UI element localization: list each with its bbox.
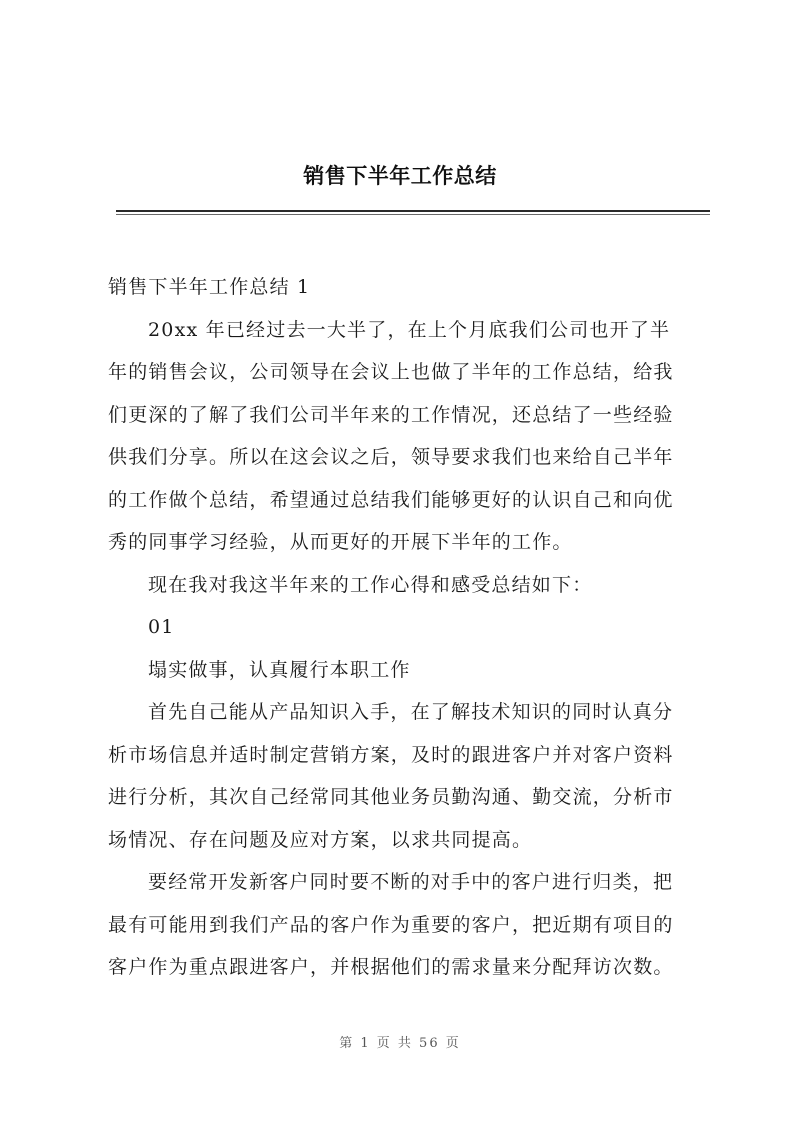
body-line: 最有可能用到我们产品的客户作为重要的客户，把近期有项目的 [108, 913, 674, 936]
document-body [108, 266, 712, 989]
body-line: 销售下半年工作总结 1 [108, 276, 311, 298]
body-line: 现在我对我这半年来的工作心得和感受总结如下： [148, 573, 593, 596]
body-line: 客户作为重点跟进客户，并根据他们的需求量来分配拜访次数。 [108, 956, 674, 978]
body-line: 秀的同事学习经验，从而更好的开展下半年的工作。 [108, 531, 573, 553]
body-line: 要经常开发新客户同时要不断的对手中的客户进行归类，把 [148, 871, 674, 893]
body-line: 进行分析，其次自己经常同其他业务员勤沟通、勤交流，分析市 [108, 786, 674, 808]
body-line: 场情况、存在问题及应对方案，以求共同提高。 [108, 828, 533, 851]
body-line: 的工作做个总结，希望通过总结我们能够更好的认识自己和向优 [108, 488, 674, 511]
body-line: 们更深的了解了我们公司半年来的工作情况，还总结了一些经验 [108, 403, 674, 426]
page-number-footer: 第 1 页 共 56 页 [339, 1036, 461, 1051]
body-line: 年的销售会议，公司领导在会议上也做了半年的工作总结，给我 [108, 361, 674, 383]
body-line: 20xx 年已经过去一大半了，在上个月底我们公司也开了半 [148, 318, 671, 341]
title-divider-thin [116, 214, 710, 215]
body-line: 供我们分享。所以在这会议之后，领导要求我们也来给自己半年 [108, 446, 674, 468]
body-line: 首先自己能从产品知识入手，在了解技术知识的同时认真分 [148, 701, 674, 723]
body-line: 析市场信息并适时制定营销方案，及时的跟进客户并对客户资料 [108, 743, 674, 766]
body-line: 01 [148, 616, 175, 638]
document-title: 销售下半年工作总结 [303, 164, 497, 188]
title-divider [116, 210, 710, 212]
body-line: 塌实做事，认真履行本职工作 [148, 658, 411, 681]
